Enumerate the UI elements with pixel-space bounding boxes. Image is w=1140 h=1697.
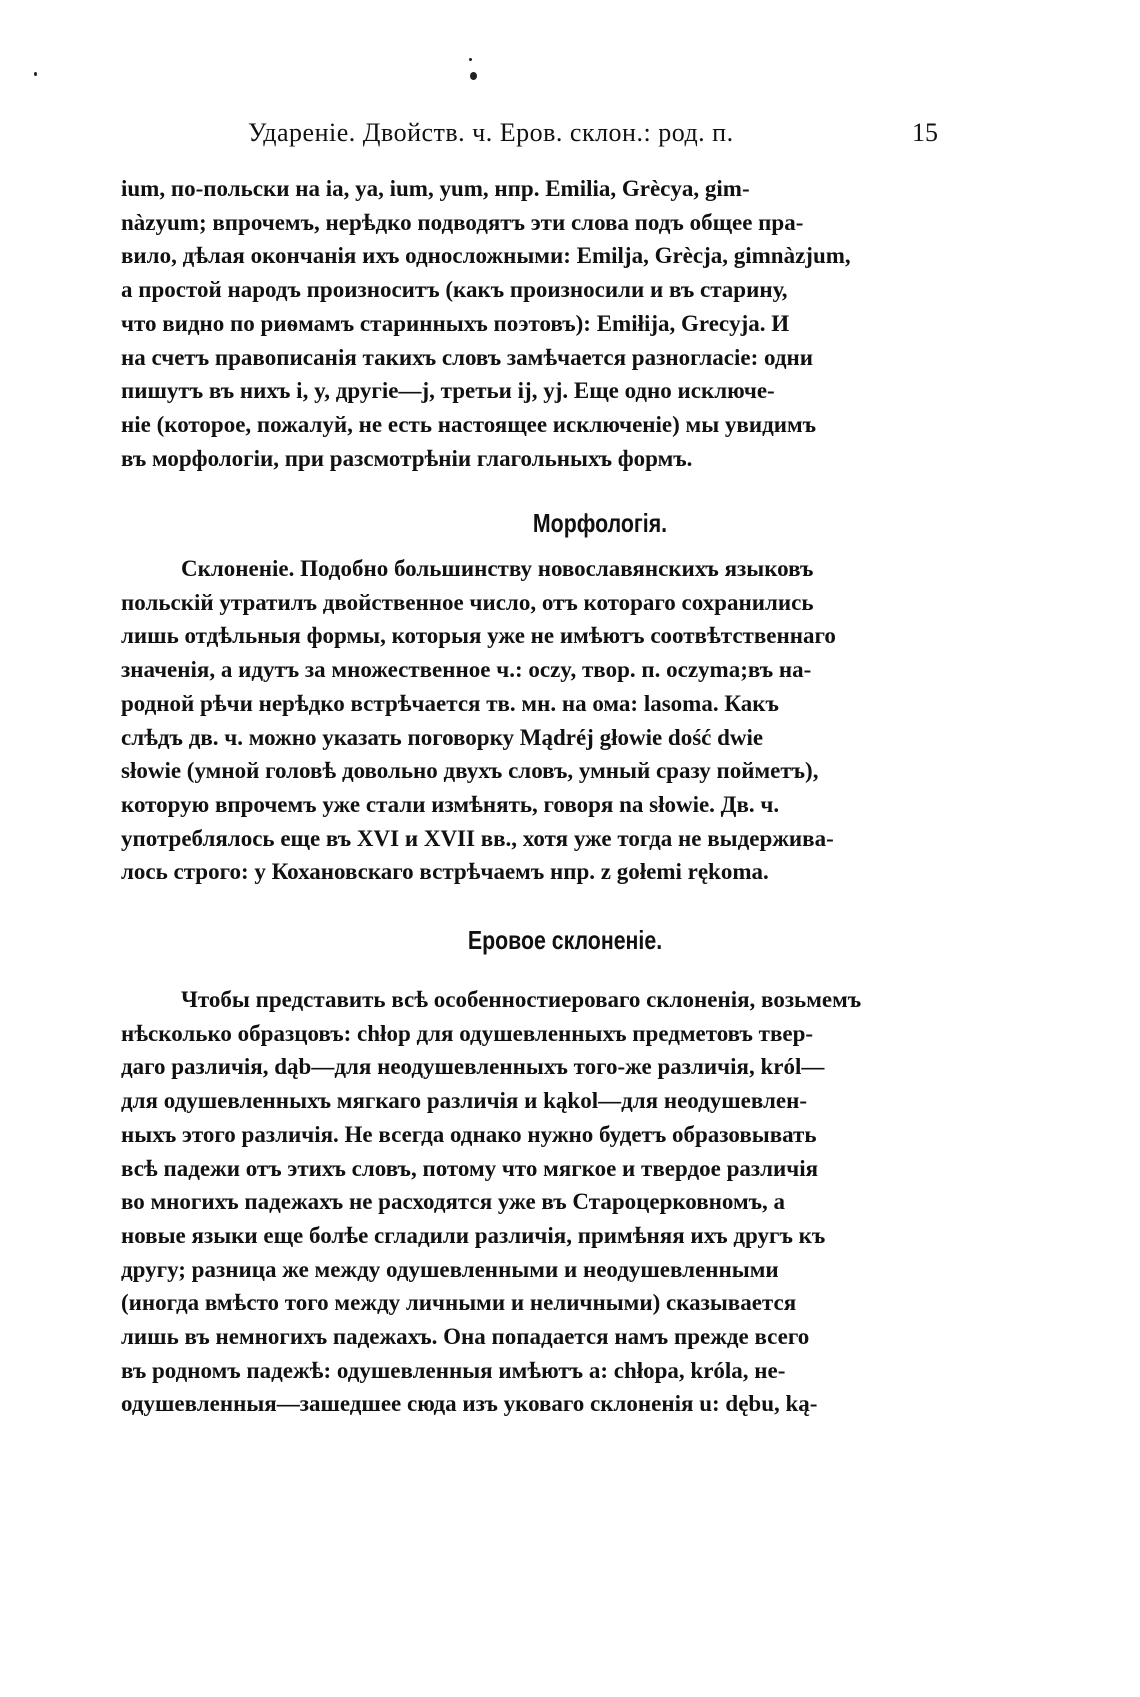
paragraph-2 <box>121 552 941 889</box>
text-line: въ морфологіи, при разсмотрѣніи глагольныхъ формъ. <box>121 445 693 471</box>
text-line: лось строго: у Кохановскаго встрѣчаемъ нпр. z gołemi rękoma. <box>121 859 769 885</box>
text-line: въ родномъ падежѣ: одушевленныя имѣютъ а: chłopa, króla, не- <box>121 1357 786 1383</box>
text-line: одушевленныя—зашедшее сюда изъ уковаго склоненія u: dębu, ką- <box>121 1391 818 1417</box>
text-line: ium, по-польски на ia, ya, ium, yum, нпр. Emilia, Grècya, gim- <box>121 176 750 201</box>
text-line: родной рѣчи нерѣдко встрѣчается тв. мн. на ома: lasoma. Какъ <box>121 690 779 716</box>
text-line: лишь въ немногихъ падежахъ. Она попадается намъ прежде всего <box>121 1324 810 1350</box>
text-line: нѣсколько образцовъ: chłop для одушевленныхъ предметовъ твер- <box>121 1020 814 1046</box>
paragraph-3 <box>121 983 941 1421</box>
text-line: даго различія, dąb—для неодушевленныхъ того-же различія, król— <box>121 1054 825 1080</box>
text-line: всѣ падежи отъ этихъ словъ, потому что мягкое и твердое различія <box>121 1155 819 1181</box>
text-line: słowie (умной головѣ довольно двухъ словъ, умный сразу пойметъ), <box>121 758 819 784</box>
page-header <box>248 118 938 158</box>
text-line: лишь отдѣльныя формы, которыя уже не имѣютъ соотвѣтственнаго <box>121 623 836 649</box>
text-line: употреблялось еще въ XVI и XVII вв., хотя уже тогда не выдержива- <box>121 825 834 851</box>
page-number: 15 <box>912 118 938 147</box>
text-line: ныхъ этого различія. Не всегда однако нужно будетъ образовывать <box>121 1121 817 1147</box>
text-line: nàzyum; впрочемъ, нерѣдко подводятъ эти слова подъ общее пра- <box>121 209 804 235</box>
text-line: новые языки еще болѣе сгладили различія, примѣняя ихъ другъ къ <box>121 1222 826 1248</box>
text-line: слѣдъ дв. ч. можно указать поговорку Mądréj głowie dość dwie <box>121 724 764 750</box>
text-line: значенія, а идутъ за множественное ч.: oczy, твор. п. oczyma;въ на- <box>121 657 812 683</box>
section-heading-erov-declension: Еровое склоненіе. <box>467 925 663 955</box>
text-line: которую впрочемъ уже стали измѣнять, говоря na słowie. Дв. ч. <box>121 791 780 817</box>
ink-speck <box>469 58 472 61</box>
text-line: пишутъ въ нихъ i, y, другіе—j, третьи ij, yj. Еще одно исключе- <box>121 378 775 404</box>
text-line: вило, дѣлая окончанія ихъ односложными: Emilja, Grècja, gimnàzjum, <box>121 243 851 269</box>
paragraph-1 <box>121 172 941 475</box>
text-line: другу; разница же между одушевленными и неодушевленными <box>121 1256 779 1282</box>
running-title: Удареніе. Двойств. ч. Еров. склон.: род. п. <box>248 118 734 147</box>
text-line: Склоненіе. Подобно большинству новославянскихъ языковъ <box>181 556 814 581</box>
text-line: Чтобы представить всѣ особенностиероваго склоненія, возьмемъ <box>181 987 862 1012</box>
text-line: во многихъ падежахъ не расходятся уже въ Староцерковномъ, а <box>121 1189 786 1215</box>
text-line: а простой народъ произноситъ (какъ произносили и въ старину, <box>121 277 788 303</box>
text-line: на счетъ правописанія такихъ словъ замѣчается разногласіе: одни <box>121 344 813 370</box>
text-line: для одушевленныхъ мягкаго различія и kąkol—для неодушевлен- <box>121 1088 808 1114</box>
ink-speck <box>470 72 477 80</box>
text-line: ніе (которое, пожалуй, не есть настоящее исключеніе) мы увидимъ <box>121 411 817 437</box>
section-heading-morphology: Морфологія. <box>532 508 668 538</box>
text-line: что видно по риѳмамъ старинныхъ поэтовъ): Emiłija, Grecyja. И <box>121 310 790 336</box>
ink-speck <box>34 72 37 76</box>
text-line: (иногда вмѣсто того между личными и неличными) сказывается <box>121 1290 797 1316</box>
text-line: польскій утратилъ двойственное число, отъ котораго сохранились <box>121 589 814 615</box>
